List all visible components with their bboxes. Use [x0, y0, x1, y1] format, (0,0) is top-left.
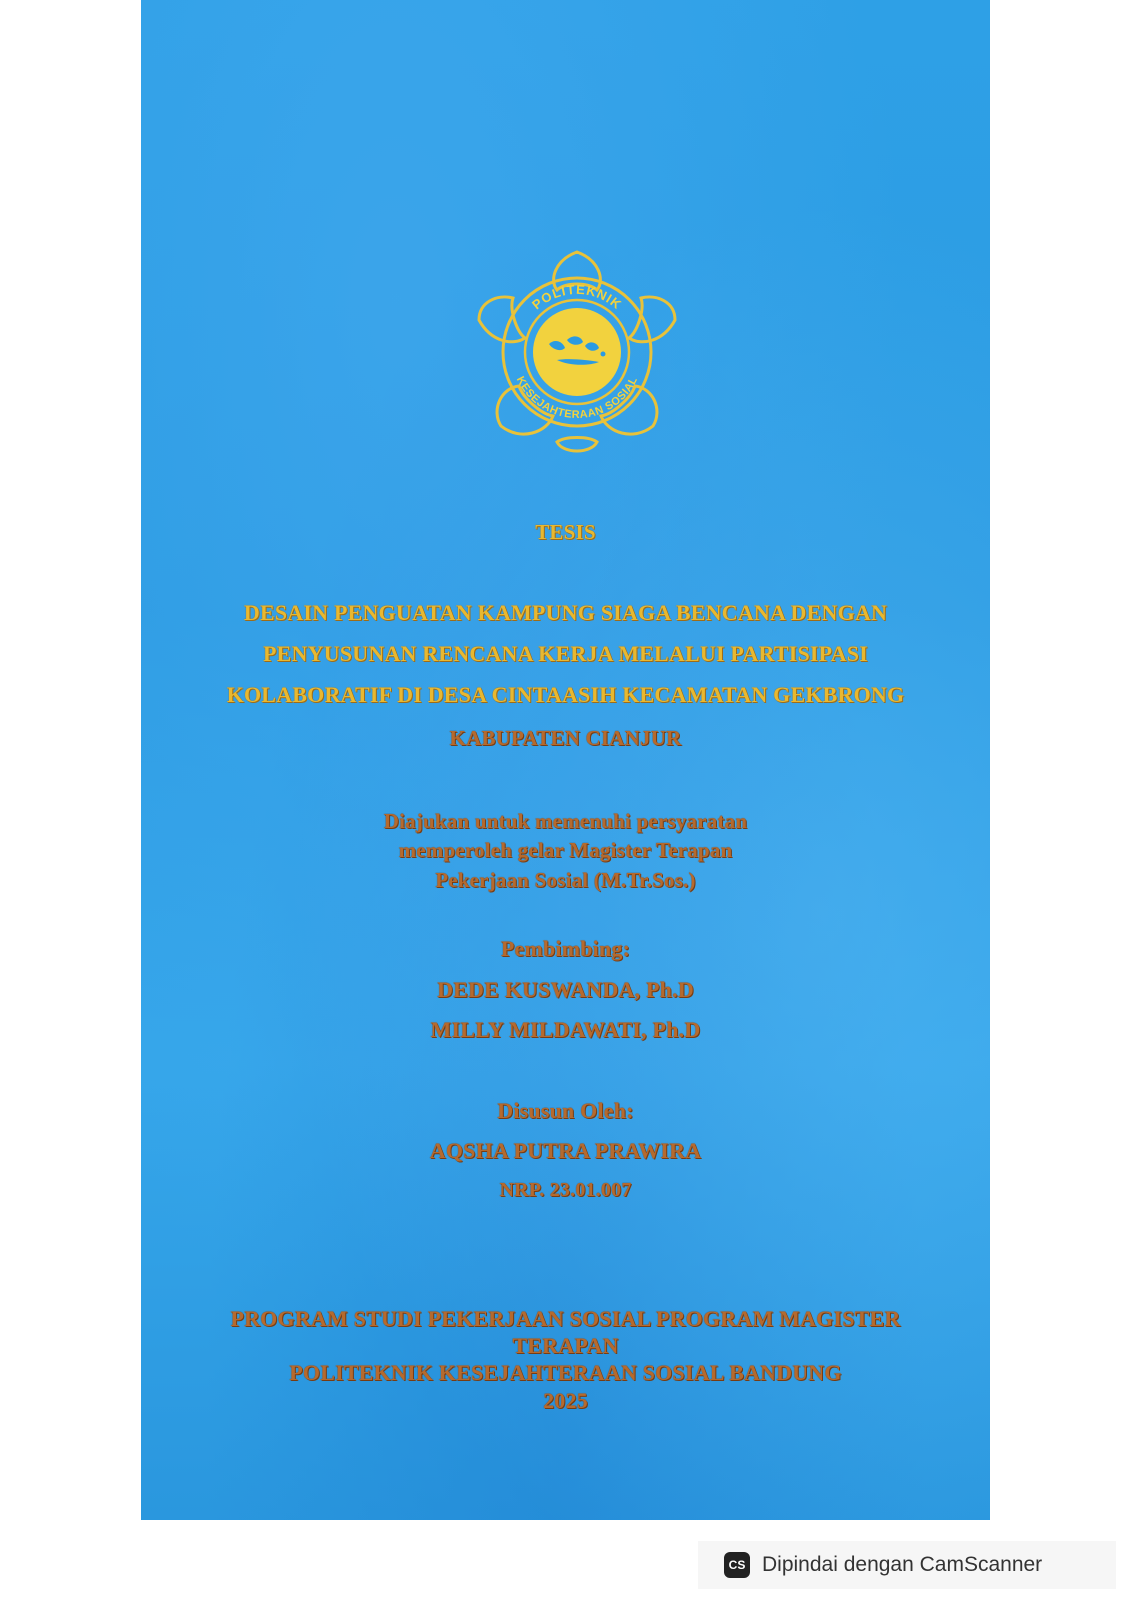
politeknik-emblem-logo: [471, 246, 683, 458]
purpose-line: Pekerjaan Sosial (M.Tr.Sos.): [435, 868, 696, 892]
thesis-title-line: KABUPATEN CIANJUR: [449, 726, 682, 750]
institution-line: POLITEKNIK KESEJAHTERAAN SOSIAL BANDUNG: [289, 1360, 842, 1385]
author-name: AQSHA PUTRA PRAWIRA: [429, 1138, 702, 1163]
institution-line: PROGRAM STUDI PEKERJAAN SOSIAL PROGRAM MAGISTER: [230, 1306, 901, 1331]
author-nrp: NRP. 23.01.007: [499, 1179, 632, 1201]
purpose-line: Diajukan untuk memenuhi persyaratan: [383, 809, 748, 833]
supervisor-name: DEDE KUSWANDA, Ph.D: [437, 977, 694, 1002]
logo-bottom-text: KESEJAHTERAAN SOSIAL: [513, 374, 641, 422]
purpose-line: memperoleh gelar Magister Terapan: [398, 838, 733, 862]
camscanner-watermark: [698, 1541, 1116, 1589]
thesis-title-line: KOLABORATIF DI DESA CINTAASIH KECAMATAN GEKBRONG: [226, 682, 905, 707]
thesis-cover: [141, 0, 990, 1520]
thesis-title-line: PENYUSUNAN RENCANA KERJA MELALUI PARTISIPASI: [263, 641, 868, 666]
document-type: TESIS: [535, 520, 596, 544]
supervisor-name: MILLY MILDAWATI, Ph.D: [430, 1017, 701, 1042]
logo-top-text: POLITEKNIK: [529, 281, 625, 313]
year: 2025: [543, 1388, 588, 1413]
camscanner-label: Dipindai dengan CamScanner: [762, 1553, 1043, 1576]
author-label: Disusun Oleh:: [497, 1098, 634, 1123]
supervisor-label: Pembimbing:: [500, 936, 631, 961]
thesis-title-line: DESAIN PENGUATAN KAMPUNG SIAGA BENCANA DENGAN: [243, 600, 888, 625]
institution-line: TERAPAN: [512, 1333, 619, 1358]
camscanner-icon: CS: [724, 1552, 750, 1578]
